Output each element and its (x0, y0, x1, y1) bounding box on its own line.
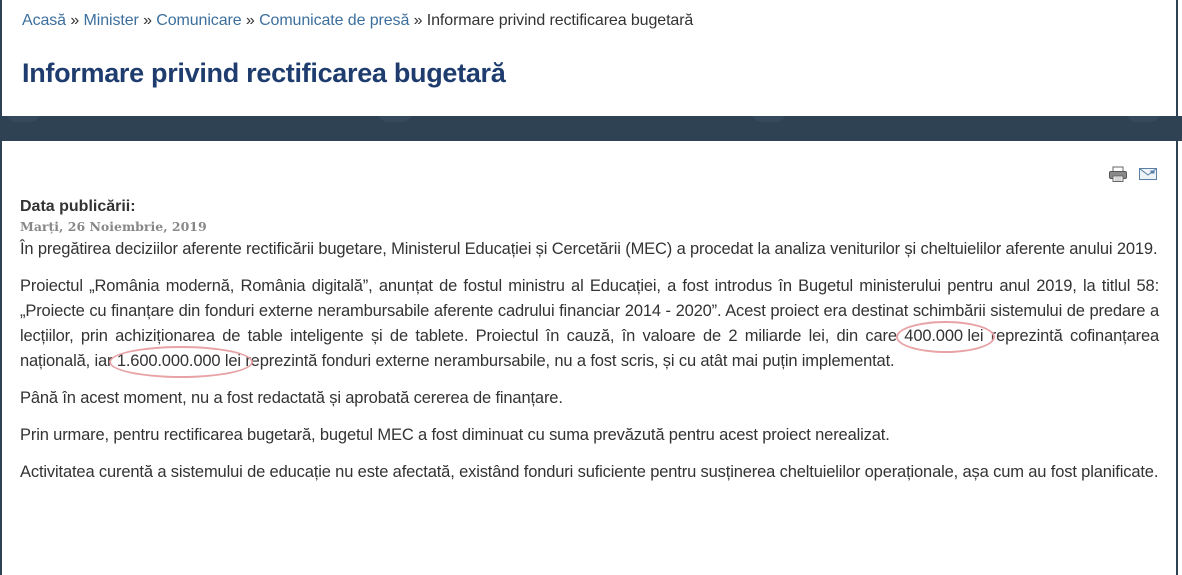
article-tools (1108, 166, 1158, 182)
band-decoration (1126, 116, 1160, 122)
breadcrumb-press-releases-link[interactable]: Comunicate de presă (259, 12, 410, 29)
publication-date: Marți, 26 Noiembrie, 2019 (20, 219, 207, 234)
band-decoration (752, 116, 786, 122)
breadcrumb-current: Informare privind rectificarea bugetară (426, 12, 694, 29)
article-paragraph: Până în acest moment, nu a fost redactată și aprobată cererea de finanțare. (20, 389, 563, 407)
article-paragraph: În pregătirea deciziilor aferente rectificării bugetare, Ministerul Educației și Cercetării (MEC) a procedat la analiza veniturilor și cheltuielilor aferente anului 2019. (20, 240, 1158, 258)
page-title: Informare privind rectificarea bugetară (22, 58, 506, 88)
header-divider-band (0, 116, 1182, 141)
paragraph-text: reprezintă cofinanțarea națională, iar (20, 327, 1159, 370)
highlighted-amount: 1.600.000.000 lei (117, 349, 241, 374)
paragraph-text: Proiectul „România modernă, România digitală”, anunțat de fostul ministru al Educației, a fost introdus în Bugetul ministerului pentru anul 2019, la titlul 58: „Proiecte cu finanțare din fonduri externe nerambursabile aferente cadrului financiar 2014 - 2020”. Acest proiect era destinat schimbării sistemului de predare a lecțiilor, prin achiziționarea de table inteligente și de tablete. Proiectul în cauză, în valoare de 2 miliarde lei, din care (20, 277, 1159, 345)
article-paragraph (20, 274, 1159, 374)
breadcrumb-separator: » (70, 12, 80, 29)
article-paragraph: Activitatea curentă a sistemului de educație nu este afectată, existând fonduri suficiente pentru susținerea cheltuielilor operaționale, așa cum au fost planificate. (20, 463, 1159, 481)
breadcrumb-home-link[interactable]: Acasă (22, 12, 66, 29)
email-icon[interactable] (1138, 166, 1158, 182)
band-decoration (378, 116, 412, 122)
article-content (20, 197, 1159, 497)
breadcrumb-ministry-link[interactable]: Minister (83, 12, 139, 29)
breadcrumb-separator: » (413, 12, 423, 29)
breadcrumb-communication-link[interactable]: Comunicare (156, 12, 242, 29)
publication-date-label: Data publicării: (20, 198, 136, 215)
breadcrumb (22, 12, 693, 30)
article-paragraph: Prin urmare, pentru rectificarea bugetară, bugetul MEC a fost diminuat cu suma prevăzută pentru acest proiect nerealizat. (20, 426, 890, 444)
print-icon[interactable] (1108, 166, 1128, 182)
breadcrumb-separator: » (245, 12, 255, 29)
breadcrumb-separator: » (143, 12, 152, 29)
paragraph-text: reprezintă fonduri externe nerambursabile, nu a fost scris, și cu atât mai puțin implementat. (245, 352, 895, 370)
highlighted-amount: 400.000 lei (904, 324, 983, 349)
band-decoration (6, 116, 40, 122)
